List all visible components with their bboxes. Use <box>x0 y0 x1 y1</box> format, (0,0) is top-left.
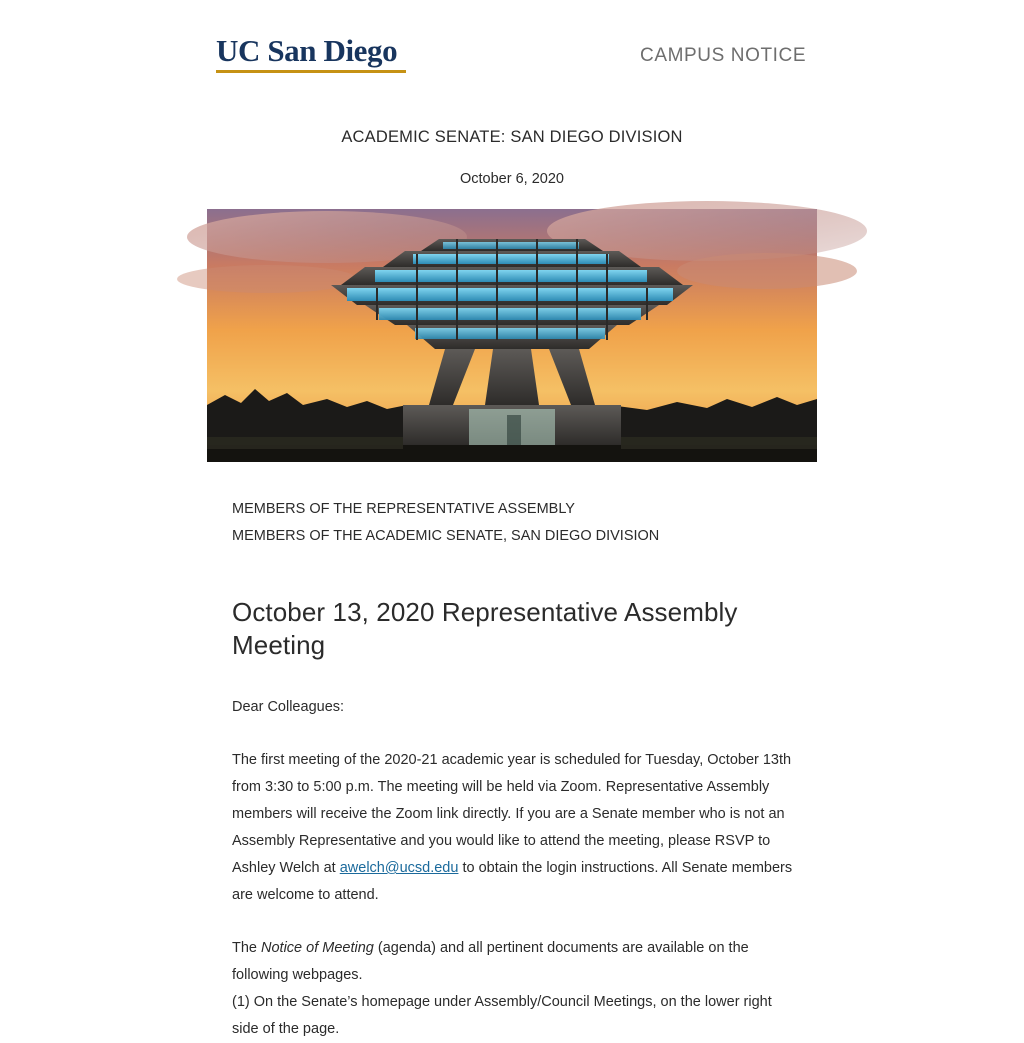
campus-notice-label: CAMPUS NOTICE <box>640 45 807 66</box>
senate-division-title: ACADEMIC SENATE: SAN DIEGO DIVISION <box>341 128 683 146</box>
paragraph-2-text-before-italic: The <box>232 940 262 956</box>
geisel-library-illustration <box>207 209 817 462</box>
recipient-line-1: MEMBERS OF THE REPRESENTATIVE ASSEMBLY <box>232 501 575 517</box>
paragraph-2-text-after-italic: (agenda) and all pertinent documents are available on the following webpages. <box>232 940 749 983</box>
paragraph-documents <box>232 935 794 1043</box>
page-title: October 13, 2020 Representative Assembly Meeting <box>232 597 738 660</box>
page-header <box>0 0 1024 100</box>
salutation: Dear Colleagues: <box>232 699 345 715</box>
paragraph-3-text: (1) On the Senate’s homepage under Assembly/Council Meetings, on the lower right side of the page. <box>232 994 772 1037</box>
notice-date: October 6, 2020 <box>460 171 564 187</box>
recipient-line-2: MEMBERS OF THE ACADEMIC SENATE, SAN DIEGO DIVISION <box>232 528 660 544</box>
ucsd-logo[interactable] <box>216 34 410 73</box>
notice-body <box>232 496 794 1043</box>
geisel-library-photo <box>207 209 817 462</box>
notice-of-meeting-italic: Notice of Meeting <box>261 940 374 956</box>
paragraph-meeting-details <box>232 747 794 909</box>
email-link-awelch[interactable]: awelch@ucsd.edu <box>339 860 459 876</box>
paragraph-1-text-before-link: The first meeting of the 2020-21 academic year is scheduled for Tuesday, October 13th from 3:30 to 5:00 p.m. The meeting will be held via Zoom. Representative Assembly members will receive the Zoom link directly. If you are a Senate member who is not an Assembly Representative and you would like to attend the meeting, please RSVP to Ashley Welch at <box>232 752 792 876</box>
ucsd-logo-wordmark: UC San Diego <box>216 33 398 68</box>
paragraph-1-text-after-link: to obtain the login instructions. All Senate members are welcome to attend. <box>232 860 793 903</box>
logo-gold-rule <box>216 70 406 73</box>
